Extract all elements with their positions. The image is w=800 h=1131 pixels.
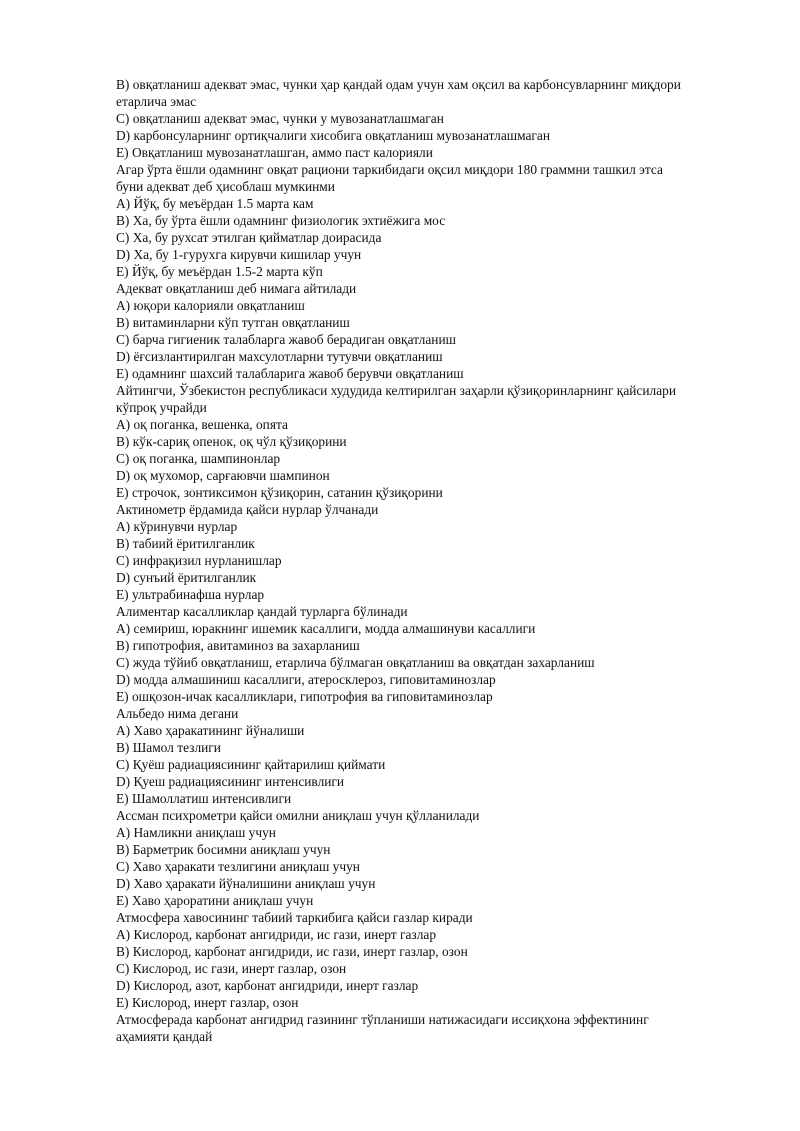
question-text: Айтингчи, Ўзбекистон республикаси худудида келтирилган заҳарли қўзиқоринларнинг қайсилари bbox=[116, 383, 677, 398]
answer-option: B) витаминларни кўп тутган овқатланиш bbox=[116, 315, 350, 330]
answer-option: A) Намликни аниқлаш учун bbox=[116, 825, 276, 840]
answer-option: E) Йўқ, бу меъёрдан 1.5-2 марта кўп bbox=[116, 264, 323, 279]
answer-option: E) Кислород, инерт газлар, озон bbox=[116, 995, 299, 1010]
answer-option: D) Кислород, азот, карбонат ангидриди, инерт газлар bbox=[116, 978, 419, 993]
answer-option: D) Хаво ҳаракати йўналишини аниқлаш учун bbox=[116, 876, 376, 891]
answer-option: C) Кислород, ис гази, инерт газлар, озон bbox=[116, 961, 347, 976]
answer-option: C) инфрақизил нурланишлар bbox=[116, 553, 282, 568]
answer-option: A) оқ поганка, вешенка, опята bbox=[116, 417, 288, 432]
question-text: Атмосфера хавосининг табиий таркибига қайси газлар киради bbox=[116, 910, 473, 925]
answer-option: B) Шамол тезлиги bbox=[116, 740, 221, 755]
answer-option: B) кўк-сариқ опенок, оқ чўл қўзиқорини bbox=[116, 434, 347, 449]
question-text: кўпроқ учрайди bbox=[116, 400, 207, 415]
question-text: Агар ўрта ёшли одамнинг овқат рациони таркибидаги оқсил миқдори 180 граммни ташкил этса bbox=[116, 162, 663, 177]
answer-option: C) Ха, бу рухсат этилган қийматлар доирасида bbox=[116, 230, 382, 245]
question-text: Адекват овқатланиш деб нимага айтилади bbox=[116, 281, 357, 296]
answer-option: A) Йўқ, бу меъёрдан 1.5 марта кам bbox=[116, 196, 314, 211]
answer-option: D) Қуеш радиациясининг интенсивлиги bbox=[116, 774, 345, 789]
answer-option: E) одамнинг шахсий талабларига жавоб берувчи овқатланиш bbox=[116, 366, 464, 381]
answer-option: D) модда алмашиниш касаллиги, атеросклероз, гиповитаминозлар bbox=[116, 672, 496, 687]
answer-option: D) оқ мухомор, сарғаювчи шампинон bbox=[116, 468, 330, 483]
answer-option: D) ёғсизлантирилган махсулотларни тутувчи овқатланиш bbox=[116, 349, 443, 364]
question-text: Актинометр ёрдамида қайси нурлар ўлчанади bbox=[116, 502, 379, 517]
question-text: Алиментар касалликлар қандай турларга бўлинади bbox=[116, 604, 408, 619]
answer-option: B) Ха, бу ўрта ёшли одамнинг физиологик эхтиёжига мос bbox=[116, 213, 446, 228]
answer-option: E) Овқатланиш мувозанатлашган, аммо паст калорияли bbox=[116, 145, 433, 160]
answer-option: E) Хаво ҳароратини аниқлаш учун bbox=[116, 893, 314, 908]
answer-option: E) ультрабинафша нурлар bbox=[116, 587, 265, 602]
answer-option: D) сунъий ёритилганлик bbox=[116, 570, 257, 585]
answer-option: D) карбонсуларнинг ортиқчалиги хисобига овқатланиш мувозанатлашмаган bbox=[116, 128, 551, 143]
answer-option: A) семириш, юракнинг ишемик касаллиги, модда алмашинуви касаллиги bbox=[116, 621, 536, 636]
answer-option: B) овқатланиш адекват эмас, чунки ҳар қандай одам учун хам оқсил ва карбонсувларнинг миқдори bbox=[116, 77, 681, 92]
answer-option: C) Қуёш радиациясининг қайтарилиш қиймати bbox=[116, 757, 386, 772]
answer-option: D) Ха, бу 1-гурухга кирувчи кишилар учун bbox=[116, 247, 362, 262]
question-text: Альбедо нима дегани bbox=[116, 706, 239, 721]
answer-option: A) Хаво ҳаракатининг йўналиши bbox=[116, 723, 305, 738]
answer-option: A) Кислород, карбонат ангидриди, ис гази, инерт газлар bbox=[116, 927, 437, 942]
answer-option: C) оқ поганка, шампинонлар bbox=[116, 451, 281, 466]
answer-option: A) кўринувчи нурлар bbox=[116, 519, 238, 534]
question-text: аҳамияти қандай bbox=[116, 1029, 213, 1044]
answer-option: C) овқатланиш адекват эмас, чунки у мувозанатлашмаган bbox=[116, 111, 444, 126]
answer-option: E) строчок, зонтиксимон қўзиқорин, сатанин қўзиқорини bbox=[116, 485, 443, 500]
answer-option: B) Кислород, карбонат ангидриди, ис гази, инерт газлар, озон bbox=[116, 944, 468, 959]
document-page bbox=[116, 76, 756, 1045]
answer-option: C) жуда тўйиб овқатланиш, етарлича бўлмаган овқатланиш ва овқатдан захарланиш bbox=[116, 655, 595, 670]
question-text: Атмосферада карбонат ангидрид газининг тўпланиши натижасидаги иссиқхона эффектининг bbox=[116, 1012, 649, 1027]
question-text: Ассман психрометри қайси омилни аниқлаш учун қўлланилади bbox=[116, 808, 480, 823]
answer-option: B) Барметрик босимни аниқлаш учун bbox=[116, 842, 331, 857]
answer-option: A) юқори калорияли овқатланиш bbox=[116, 298, 305, 313]
answer-option: C) Хаво ҳаракати тезлигини аниқлаш учун bbox=[116, 859, 360, 874]
answer-option: E) Шамоллатиш интенсивлиги bbox=[116, 791, 292, 806]
question-text: буни адекват деб ҳисоблаш мумкинми bbox=[116, 179, 335, 194]
answer-option: етарлича эмас bbox=[116, 94, 197, 109]
answer-option: B) гипотрофия, авитаминоз ва захарланиш bbox=[116, 638, 360, 653]
answer-option: C) барча гигиеник талабларга жавоб берадиган овқатланиш bbox=[116, 332, 456, 347]
answer-option: E) ошқозон-ичак касалликлари, гипотрофия ва гиповитаминозлар bbox=[116, 689, 493, 704]
answer-option: B) табиий ёритилганлик bbox=[116, 536, 255, 551]
